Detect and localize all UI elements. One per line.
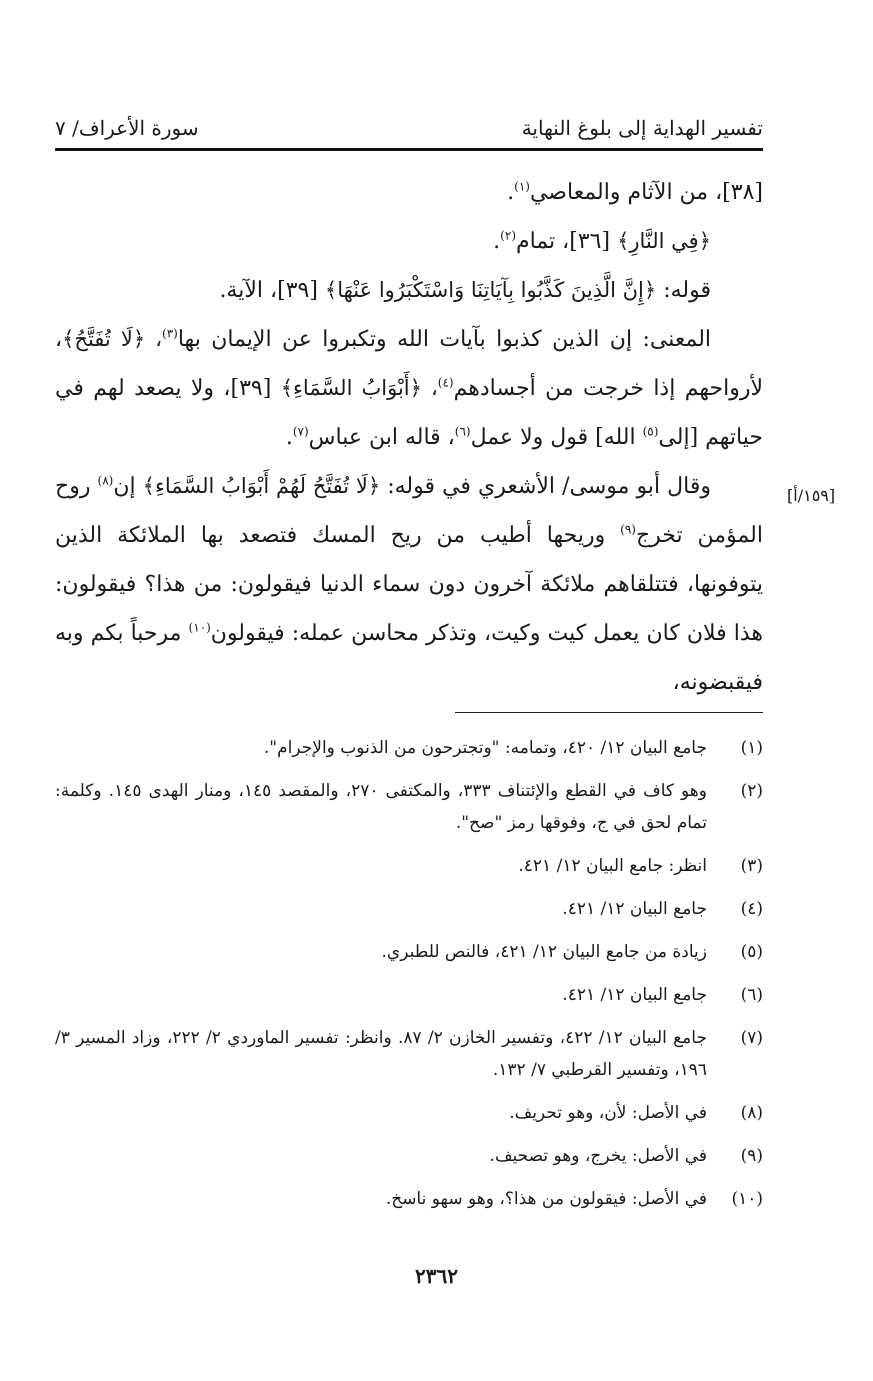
footnote-marker[interactable]: (٥) <box>642 424 659 439</box>
footnote-marker[interactable]: (٨) <box>97 473 114 488</box>
text-line-1: [٣٨]، من الآثام والمعاصي$^{(١)}$. <box>507 179 763 205</box>
footnote-marker[interactable]: (٩) <box>620 522 636 537</box>
footnote-marker[interactable]: (١) <box>514 179 530 194</box>
footnote-text: وهو كاف في القطع والإئتناف ٣٣٣، والمكتفى ٢٧٠، والمقصد ١٤٥، ومنار الهدى ١٤٥. وكلمة: تمام لحق في ج، وفوقها رمز "صح". <box>55 781 707 833</box>
paragraph-abu-musa: وقال أبو موسى/ الأشعري في قوله: ﴿لَا تُفَتَّحُ لَهُمْ أَبْوَابُ السَّمَاءِ﴾ إن$^{(٨)}$ روح المؤمن تخرج$^{(٩)}$ وريحها أطيب من ريح المسك فتصعد بها الملائكة الذين يتوفونها، فتتلقاهم ملائكة آخرون دون سماء الدنيا فيقولون: من هذا؟ فيقولون: هذا فلان كان يعمل كيت وكيت، وتذكر محاسن عمله: فيقولون$^{(١٠)}$ مرحباً بكم وبه فيقبضونه، <box>55 473 763 695</box>
footnote-number: (٧) <box>740 1028 763 1048</box>
footnote-text: في الأصل: يخرج، وهو تصحيف. <box>489 1146 707 1166</box>
footnote <box>55 1140 763 1172</box>
footnote-text: جامع البيان ١٢/ ٤٢١. <box>562 985 707 1005</box>
quran-quote: ﴿فِي النَّارِ﴾ <box>617 229 711 253</box>
footnote-number: (١) <box>740 738 763 758</box>
quran-quote: ﴿لَا تُفَتَّحُ لَهُمْ أَبْوَابُ السَّمَاءِ﴾ <box>142 474 381 498</box>
quran-quote: ﴿إِنَّ الَّذِينَ كَذَّبُوا بِآيَاتِنَا وَاسْتَكْبَرُوا عَنْهَا﴾ <box>324 278 657 302</box>
footnote <box>55 775 763 839</box>
footnote-marker[interactable]: (٢) <box>500 228 516 243</box>
footnote-number: (١٠) <box>731 1189 763 1209</box>
footnote-text: انظر: جامع البيان ١٢/ ٤٢١. <box>518 856 707 876</box>
footnote-marker[interactable]: (٧) <box>292 424 309 439</box>
footnote-number: (٥) <box>740 942 763 962</box>
footnote-marker[interactable]: (٦) <box>454 424 471 439</box>
footnote-text: في الأصل: فيقولون من هذا؟، وهو سهو ناسخ. <box>385 1189 707 1209</box>
footnote-marker[interactable]: (٣) <box>162 326 178 341</box>
footnote-number: (٩) <box>740 1146 763 1166</box>
footnote <box>55 893 763 925</box>
footnote-text: جامع البيان ١٢/ ٤٢١. <box>562 899 707 919</box>
paragraph-meaning: المعنى: إن الذين كذبوا بآيات الله وتكبروا عن الإيمان بها$^{(٣)}$، ﴿لَا تُفَتَّحُ﴾، لأرواحهم إذا خرجت من أجسادهم$^{(٤)}$، ﴿أَبْوَابُ السَّمَاءِ﴾ [٣٩]، ولا يصعد لهم في حياتهم [إلى$^{(٥)}$ الله] قول ولا عمل$^{(٦)}$، قاله ابن عباس$^{(٧)}$. <box>55 326 764 450</box>
footnote-marker[interactable]: (٤) <box>437 375 454 390</box>
page-number: ٢٣٦٢ <box>415 1264 458 1288</box>
footnote-divider <box>455 712 763 713</box>
footnote-text: في الأصل: لأن، وهو تحريف. <box>509 1103 707 1123</box>
footnotes <box>55 732 763 1226</box>
manuscript-folio-reference: [١٥٩/أ] <box>787 486 836 505</box>
footnote <box>55 1183 763 1215</box>
footnote <box>55 732 763 764</box>
footnote-number: (٤) <box>740 899 763 919</box>
quran-quote: ، ﴿أَبْوَابُ السَّمَاءِ﴾ <box>280 376 438 400</box>
footnote-marker[interactable]: (١٠) <box>188 620 211 635</box>
main-text <box>55 168 763 707</box>
footnote-text: جامع البيان ١٢/ ٤٢٢، وتفسير الخازن ٢/ ٨٧. وانظر: تفسير الماوردي ٢/ ٢٢٢، وزاد المسير ٣/ ١٩٦، وتفسير القرطبي ٧/ ١٣٢. <box>55 1028 707 1080</box>
footnote <box>55 1022 763 1086</box>
footnote-text: جامع البيان ١٢/ ٤٢٠، وتمامه: "وتجترحون من الذنوب والإجرام". <box>263 738 707 758</box>
footnote <box>55 979 763 1011</box>
footnote-number: (٨) <box>740 1103 763 1123</box>
text-line-3: قوله: ﴿إِنَّ الَّذِينَ كَذَّبُوا بِآيَاتِنَا وَاسْتَكْبَرُوا عَنْهَا﴾ [٣٩]، الآية. <box>219 278 711 303</box>
footnote-number: (٣) <box>740 856 763 876</box>
footnote <box>55 850 763 882</box>
footnote-number: (٢) <box>740 781 763 801</box>
header-divider <box>55 148 763 151</box>
surah-title: سورة الأعراف/ ٧ <box>55 116 199 140</box>
footnote <box>55 936 763 968</box>
quran-quote: ، ﴿لَا تُفَتَّحُ﴾ <box>62 327 163 351</box>
footnote-number: (٦) <box>740 985 763 1005</box>
footnote-text: زيادة من جامع البيان ١٢/ ٤٢١، فالنص للطبري. <box>381 942 707 962</box>
footnote <box>55 1097 763 1129</box>
running-header <box>55 110 763 146</box>
text-line-2: ﴿فِي النَّارِ﴾ [٣٦]، تمام$^{(٢)}$. <box>493 228 711 254</box>
book-title: تفسير الهداية إلى بلوغ النهاية <box>521 116 763 140</box>
